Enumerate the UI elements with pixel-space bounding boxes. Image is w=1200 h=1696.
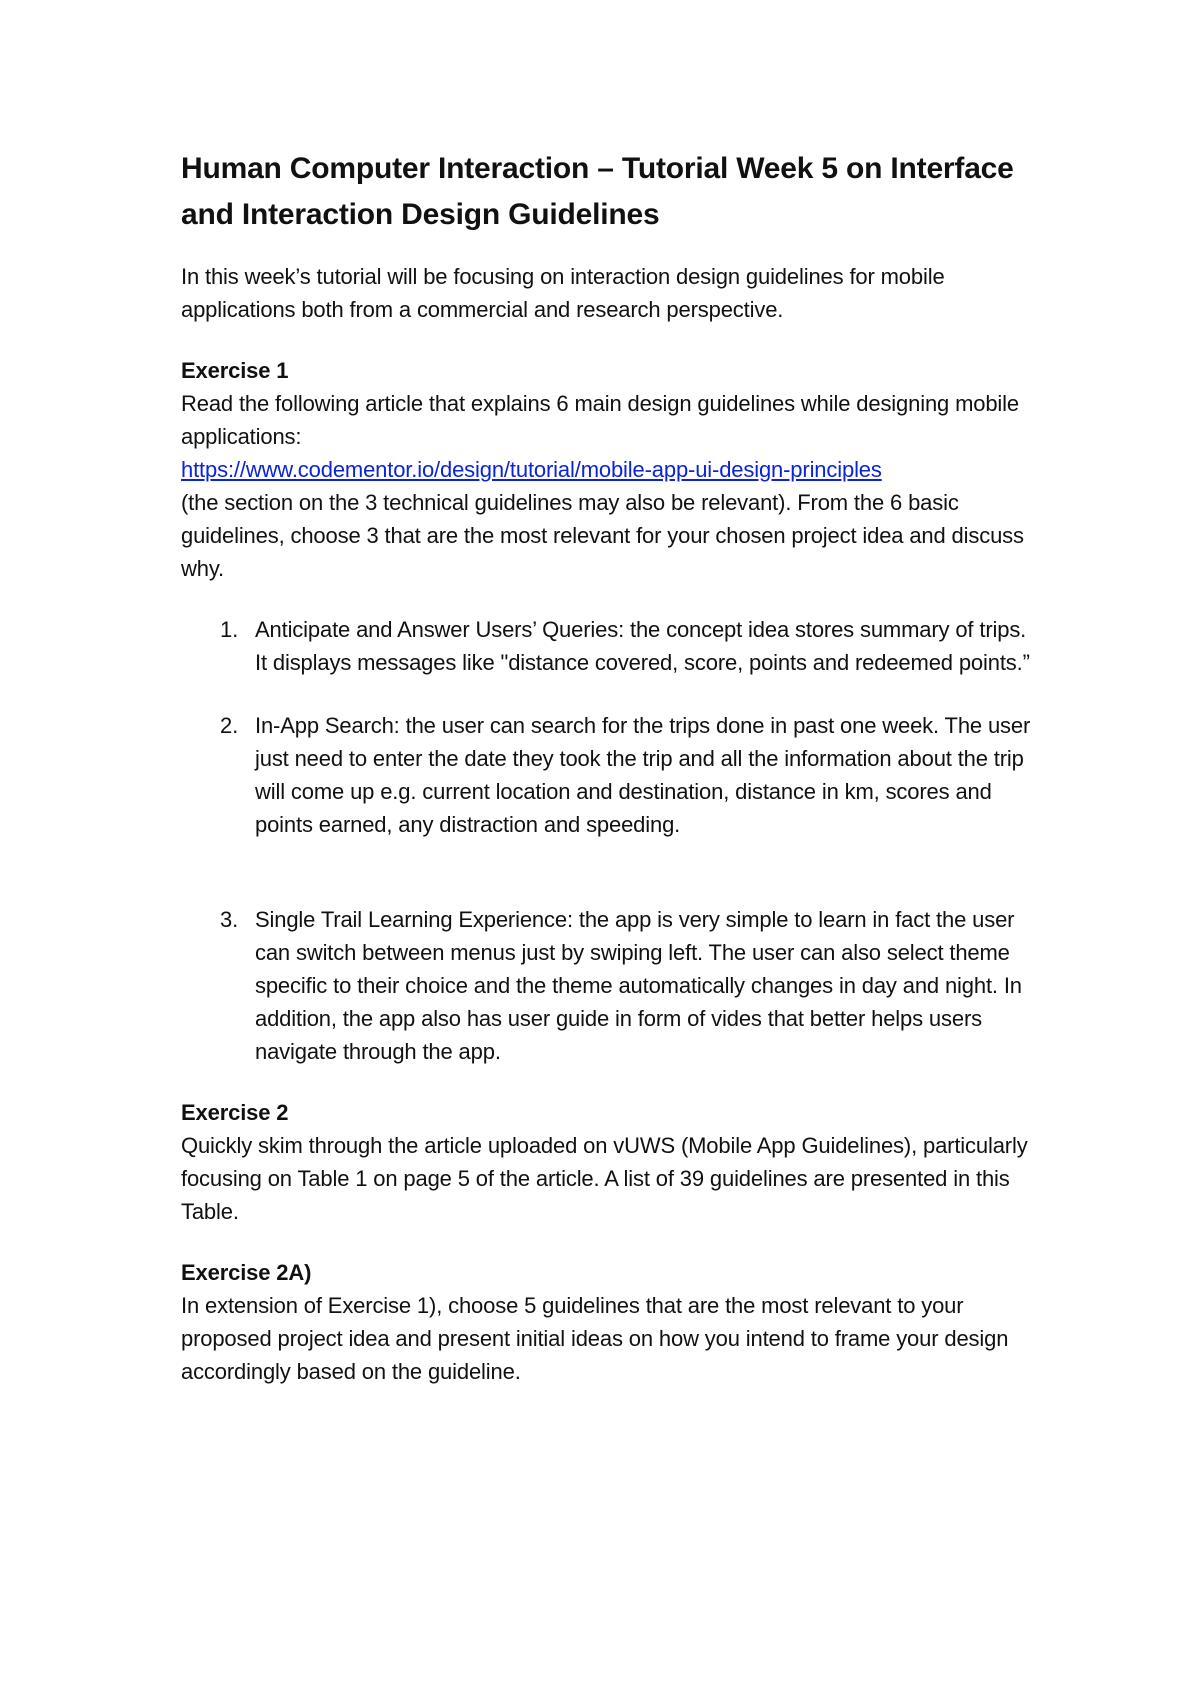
intro-paragraph: In this week’s tutorial will be focusing on interaction design guidelines for mobile applications both from a commercial and research perspective. bbox=[181, 264, 945, 322]
exercise-2-heading: Exercise 2 bbox=[181, 1100, 289, 1125]
list-item-text: Single Trail Learning Experience: the app is very simple to learn in fact the user can switch between menus just by swiping left. The user can also select theme specific to their choice and the theme automatically changes in day and night. In addition, the app also has user guide in form of vides that better helps users navigate through the app. bbox=[255, 907, 1022, 1064]
exercise-2-text: Quickly skim through the article uploaded on vUWS (Mobile App Guidelines), particularly focusing on Table 1 on page 5 of the article. A list of 39 guidelines are presented in this Table. bbox=[181, 1133, 1028, 1224]
article-link[interactable]: https://www.codementor.io/design/tutorial/mobile-app-ui-design-principles bbox=[181, 457, 882, 482]
list-item-text: In-App Search: the user can search for the trips done in past one week. The user just need to enter the date they took the trip and all the information about the trip will come up e.g. current location and destination, distance in km, scores and points earned, any distraction and speeding. bbox=[255, 713, 1031, 837]
document-body bbox=[181, 146, 1041, 1388]
document-title: Human Computer Interaction – Tutorial Week 5 on Interface and Interaction Design Guidelines bbox=[181, 152, 1014, 231]
exercise-1-text-after-link: (the section on the 3 technical guidelines may also be relevant). From the 6 basic guidelines, choose 3 that are the most relevant for your chosen project idea and discuss why. bbox=[181, 490, 1024, 581]
list-item-text: Anticipate and Answer Users’ Queries: the concept idea stores summary of trips. It displays messages like "distance covered, score, points and redeemed points.” bbox=[255, 617, 1030, 675]
exercise-1-instructions bbox=[181, 387, 1041, 585]
list-item bbox=[181, 709, 1041, 841]
list-item-number: 1. bbox=[220, 617, 239, 642]
list-item bbox=[181, 903, 1041, 1068]
list-item-number: 3. bbox=[220, 907, 239, 932]
list-item-number: 2. bbox=[220, 713, 239, 738]
exercise-1-heading: Exercise 1 bbox=[181, 358, 289, 383]
exercise-1-text-before-link: Read the following article that explains 6 main design guidelines while designing mobile applications: bbox=[181, 391, 1019, 449]
exercise-2a-text: In extension of Exercise 1), choose 5 guidelines that are the most relevant to your proposed project idea and present initial ideas on how you intend to frame your design accordingly based on the guideline. bbox=[181, 1293, 1009, 1384]
list-item bbox=[181, 613, 1041, 679]
exercise-2a-heading: Exercise 2A) bbox=[181, 1260, 312, 1285]
exercise-1-answer-list bbox=[181, 613, 1041, 1068]
